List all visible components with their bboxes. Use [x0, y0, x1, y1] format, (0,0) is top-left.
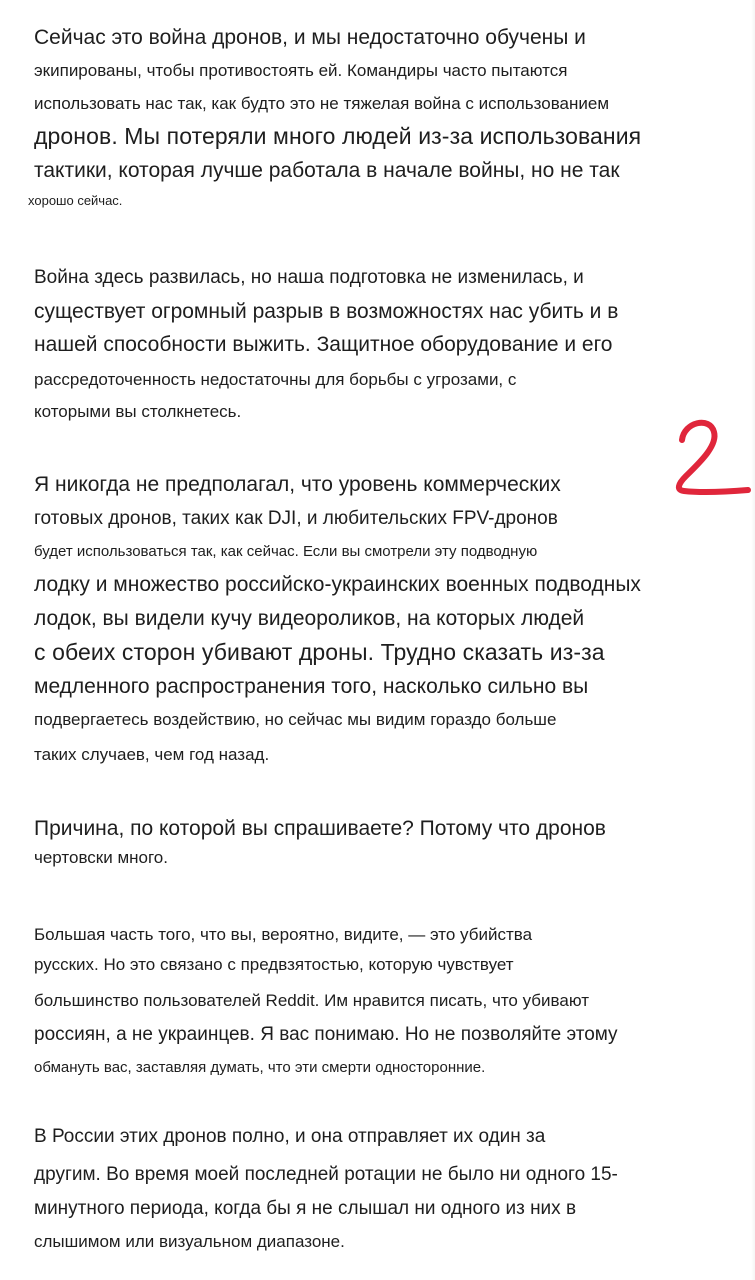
text-line: Причина, по которой вы спрашиваете? Потому что дронов: [34, 817, 606, 840]
handwritten-two-icon: [668, 410, 752, 508]
text-line: В России этих дронов полно, и она отправляет их один за: [34, 1126, 546, 1147]
text-line: существует огромный разрыв в возможностях нас убить и в: [34, 300, 619, 323]
text-line: обмануть вас, заставляя думать, что эти смерти односторонние.: [34, 1059, 486, 1076]
text-line: большинство пользователей Reddit. Им нравится писать, что убивают: [34, 991, 589, 1010]
text-line: использовать нас так, как будто это не тяжелая война с использованием: [34, 94, 610, 113]
text-line: с обеих сторон убивают дроны. Трудно сказать из-за: [34, 639, 605, 665]
text-line: готовых дронов, таких как DJI, и любительских FPV-дронов: [34, 508, 558, 529]
text-line: Сейчас это война дронов, и мы недостаточно обучены и: [34, 26, 586, 49]
page-edge-shadow: [751, 0, 755, 1280]
text-line: Я никогда не предполагал, что уровень коммерческих: [34, 473, 561, 496]
text-line: слышимом или визуальном диапазоне.: [34, 1232, 345, 1251]
text-line: россиян, а не украинцев. Я вас понимаю. Но не позволяйте этому: [34, 1024, 618, 1045]
text-line: лодку и множество российско-украинских военных подводных: [34, 573, 641, 596]
text-line: таких случаев, чем год назад.: [34, 745, 270, 764]
text-line: Большая часть того, что вы, вероятно, видите, — это убийства: [34, 925, 533, 944]
text-line: лодок, вы видели кучу видеороликов, на которых людей: [34, 607, 585, 630]
text-line: нашей способности выжить. Защитное оборудование и его: [34, 333, 613, 356]
text-line: минутного периода, когда бы я не слышал ни одного из них в: [34, 1198, 577, 1219]
text-line: экипированы, чтобы противостоять ей. Командиры часто пытаются: [34, 61, 568, 80]
text-line: Война здесь развилась, но наша подготовка не изменилась, и: [34, 267, 584, 288]
text-line: чертовски много.: [34, 848, 168, 867]
text-line: хорошо сейчас.: [28, 193, 123, 208]
text-line: другим. Во время моей последней ротации не было ни одного 15-: [34, 1164, 618, 1185]
text-line: дронов. Мы потеряли много людей из-за использования: [34, 123, 642, 149]
text-line: тактики, которая лучше работала в начале войны, но не так: [34, 159, 620, 182]
text-line: рассредоточенность недостаточны для борьбы с угрозами, с: [34, 370, 517, 389]
text-line: медленного распространения того, насколько сильно вы: [34, 675, 589, 698]
text-line: русских. Но это связано с предвзятостью, которую чувствует: [34, 955, 514, 974]
text-line: которыми вы столкнетесь.: [34, 402, 242, 421]
text-line: подвергаетесь воздействию, но сейчас мы видим гораздо больше: [34, 710, 557, 729]
text-line: будет использоваться так, как сейчас. Если вы смотрели эту подводную: [34, 543, 538, 560]
